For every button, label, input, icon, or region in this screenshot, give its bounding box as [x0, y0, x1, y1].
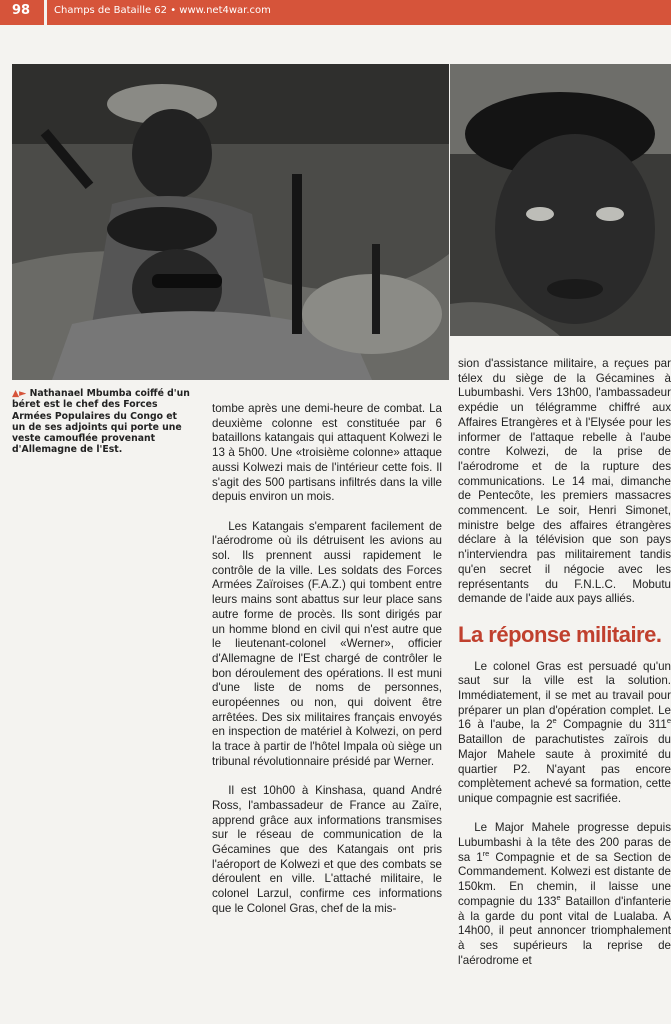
article-paragraph: tombe après une demi-heure de combat. La deuxième colonne est constituée par 6 bataillons katangais qui attaquent Kolwezi le 13 à 5h00. Une «troisième colonne» attaque aussi Kolwezi mais de l'intérieur cette fois. Il s'agit des 500 partisans infiltrés dans la ville depuis environ un mois.	[212, 402, 442, 504]
article-column-middle	[212, 402, 442, 931]
article-paragraph	[458, 821, 671, 968]
magazine-title: Champs de Bataille 62 • www.net4war.com	[54, 5, 271, 16]
superscript: re	[482, 848, 490, 858]
page-header	[0, 0, 671, 25]
section-heading: La réponse militaire.	[458, 621, 662, 647]
paragraph-text: Le Major Mahele progresse depuis Lubumbashi à la tête des 200 paras de sa 1	[458, 821, 671, 864]
header-divider	[44, 0, 47, 25]
paragraph-text: Bataillon d'infanterie à la garde du pont vital de Lualaba. A 14h00, il peut annoncer triomphalement à ses supérieurs la reprise de l'aérodrome et	[458, 894, 671, 967]
photo-soldiers-illustration	[12, 64, 449, 380]
article-column-right	[458, 357, 671, 983]
photo-portrait-illustration	[450, 64, 671, 336]
superscript: e	[556, 893, 561, 903]
caption-text: Nathanael Mbumba coiffé d'un béret est le chef des Forces Armées Populaires du Congo et un de ses adjoints qui porte une veste camouflée provenant d'Allemagne de l'Est.	[12, 388, 190, 456]
article-paragraph: sion d'assistance militaire, a reçues par télex du siège de la Gécamines à Lubumbashi. Vers 13h00, l'ambassadeur expédie un télégramme chiffré aux Affaires Etrangères et à l'Elysée pour les informer de l'attaque rebelle à l'aube contre Kolwezi, de la prise de l'aérodrome et de la rupture des communications. Le 14 mai, dimanche de Pentecôte, les premiers massacres commencent. Le soir, Henri Simonet, ministre belge des affaires étrangères déclare à la télévision que son pays n'interviendra pas militairement tandis qu'en secret il négocie avec les représentants du F.N.L.C. Mobutu demande de l'aide aux pays alliés.	[458, 357, 671, 606]
photo-portrait	[450, 64, 671, 336]
paragraph-text: Compagnie et de sa Section de Commandement. Kolwezi est distante de 150km. En chemin, il laisse une compagnie du 133	[458, 850, 671, 908]
photo-caption	[12, 388, 190, 456]
page-number: 98	[12, 3, 31, 18]
superscript: e	[552, 716, 557, 726]
article-paragraph: Il est 10h00 à Kinshasa, quand André Ross, l'ambassadeur de France au Zaïre, apprend grâce aux informations transmises sur le réseau de communication de la Gécamines que des Katangais ont pris l'aéroport de Kolwezi et que des combats se déroulent en ville. L'attaché militaire, le colonel Larzul, confirme ces informations que le Colonel Gras, chef de la mis-	[212, 784, 442, 915]
paragraph-text: Le colonel Gras est persuadé qu'un saut sur la ville est la solution. Immédiatement, il se met au travail pour préparer un plan d'opération complet. Le 16 à l'aube, la 2	[458, 659, 671, 732]
article-paragraph: Les Katangais s'emparent facilement de l'aérodrome où ils détruisent les avions au sol. Ils prennent aussi rapidement le contrôle de la ville. Les soldats des Forces Armées Zaïroises (F.A.Z.) qui tombent entre leurs mains sont abattus sur leur place sans autre forme de procès. Ils sont dirigés par un homme blond en civil qui n'est autre que le lieutenant-colonel «Werner», officier d'Allemagne de l'Est chargé de contrôler le bon déroulement des opérations. Il est muni d'une liste de noms de personnes, européennes ou non, qui doivent être arrêtées. Des six militaires français envoyés en inspection de matériel à Kolwezi, on perd la trace à partir de l'hôtel Impala où siège un tribunal révolutionnaire présidé par Werner.	[212, 519, 442, 768]
photo-soldiers	[12, 64, 449, 380]
article-paragraph	[458, 660, 671, 807]
paragraph-text: Bataillon de parachutistes zaïrois du Major Mahele saute à proximité du quartier P2. N'ayant pas encore complètement achevé sa formation, cette unique compagnie est sacrifiée.	[458, 733, 671, 805]
caption-arrows-icon: ▲►	[12, 388, 27, 399]
superscript: e	[666, 716, 671, 726]
paragraph-text: Compagnie du 311	[556, 718, 667, 732]
